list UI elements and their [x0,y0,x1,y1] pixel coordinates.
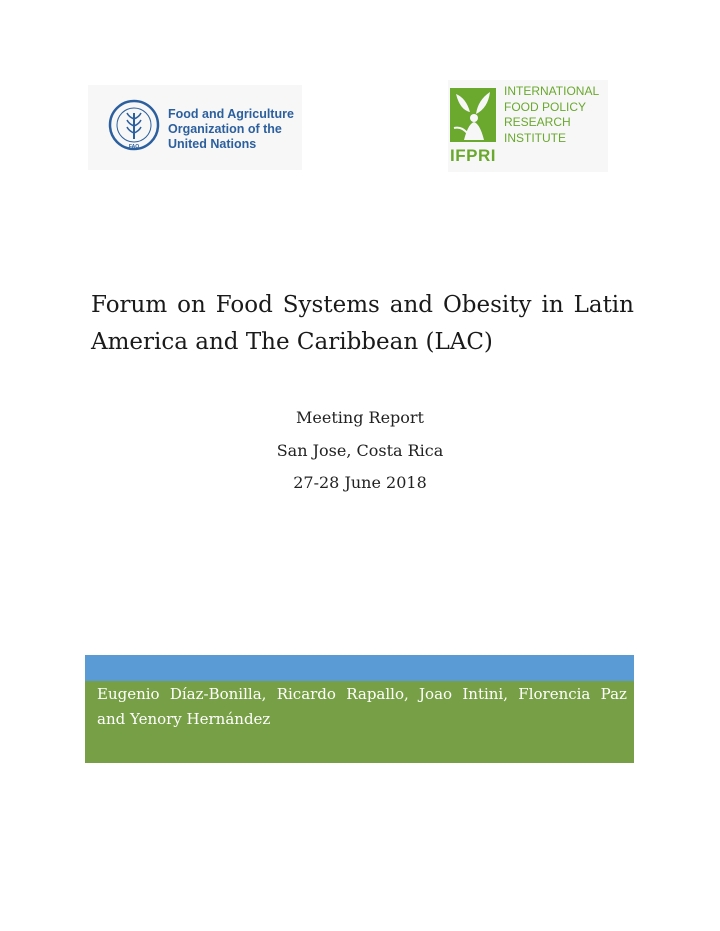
fao-name-line: Organization of the [168,122,282,136]
title-word: Systems [282,292,380,318]
authors-line-2: and Yenory Hernández [97,710,271,728]
ifpri-name-line: FOOD POLICY [504,99,587,114]
title-line-2: America and The Caribbean (LAC) [91,329,493,355]
report-type: Meeting Report [296,408,424,427]
fao-logo [88,85,302,170]
title-word: Food [215,292,273,318]
band-blue-strip [85,655,634,681]
author-word: Intini, [462,685,508,703]
ifpri-wordmark: IFPRI [450,146,496,165]
title-word: in [541,292,564,318]
meeting-location: San Jose, Costa Rica [276,441,444,460]
title-word: and [389,292,433,318]
author-word: Eugenio [97,685,160,703]
fao-name-line: Food and Agriculture [168,107,294,121]
ifpri-leaf-figure-icon [450,88,496,142]
author-word: Joao [419,685,453,703]
document-title [91,287,634,361]
author-word: Díaz-Bonilla, [169,685,267,703]
ifpri-name-line: INSTITUTE [504,130,566,145]
authors-list [97,682,627,732]
author-word: Paz [600,685,627,703]
title-word: Obesity [442,292,532,318]
title-word: Forum [91,292,168,318]
fao-emblem-letters: FAO [128,144,140,150]
author-word: Rapallo, [346,685,409,703]
author-word: Ricardo [276,685,336,703]
authors-line-1 [97,682,627,707]
author-band [85,655,634,763]
fao-name-line: United Nations [168,137,257,151]
ifpri-name-line: INTERNATIONAL [504,84,600,98]
title-word: Latin [573,292,634,318]
author-word: Florencia [518,685,591,703]
fao-wheat-emblem-icon [108,99,160,151]
fao-name [168,107,294,152]
meeting-date: 27-28 June 2018 [293,473,427,492]
ifpri-name-line: RESEARCH [504,115,571,129]
title-line-1 [91,287,634,324]
ifpri-logo [448,80,608,172]
title-word: on [177,292,206,318]
ifpri-name [504,84,599,146]
